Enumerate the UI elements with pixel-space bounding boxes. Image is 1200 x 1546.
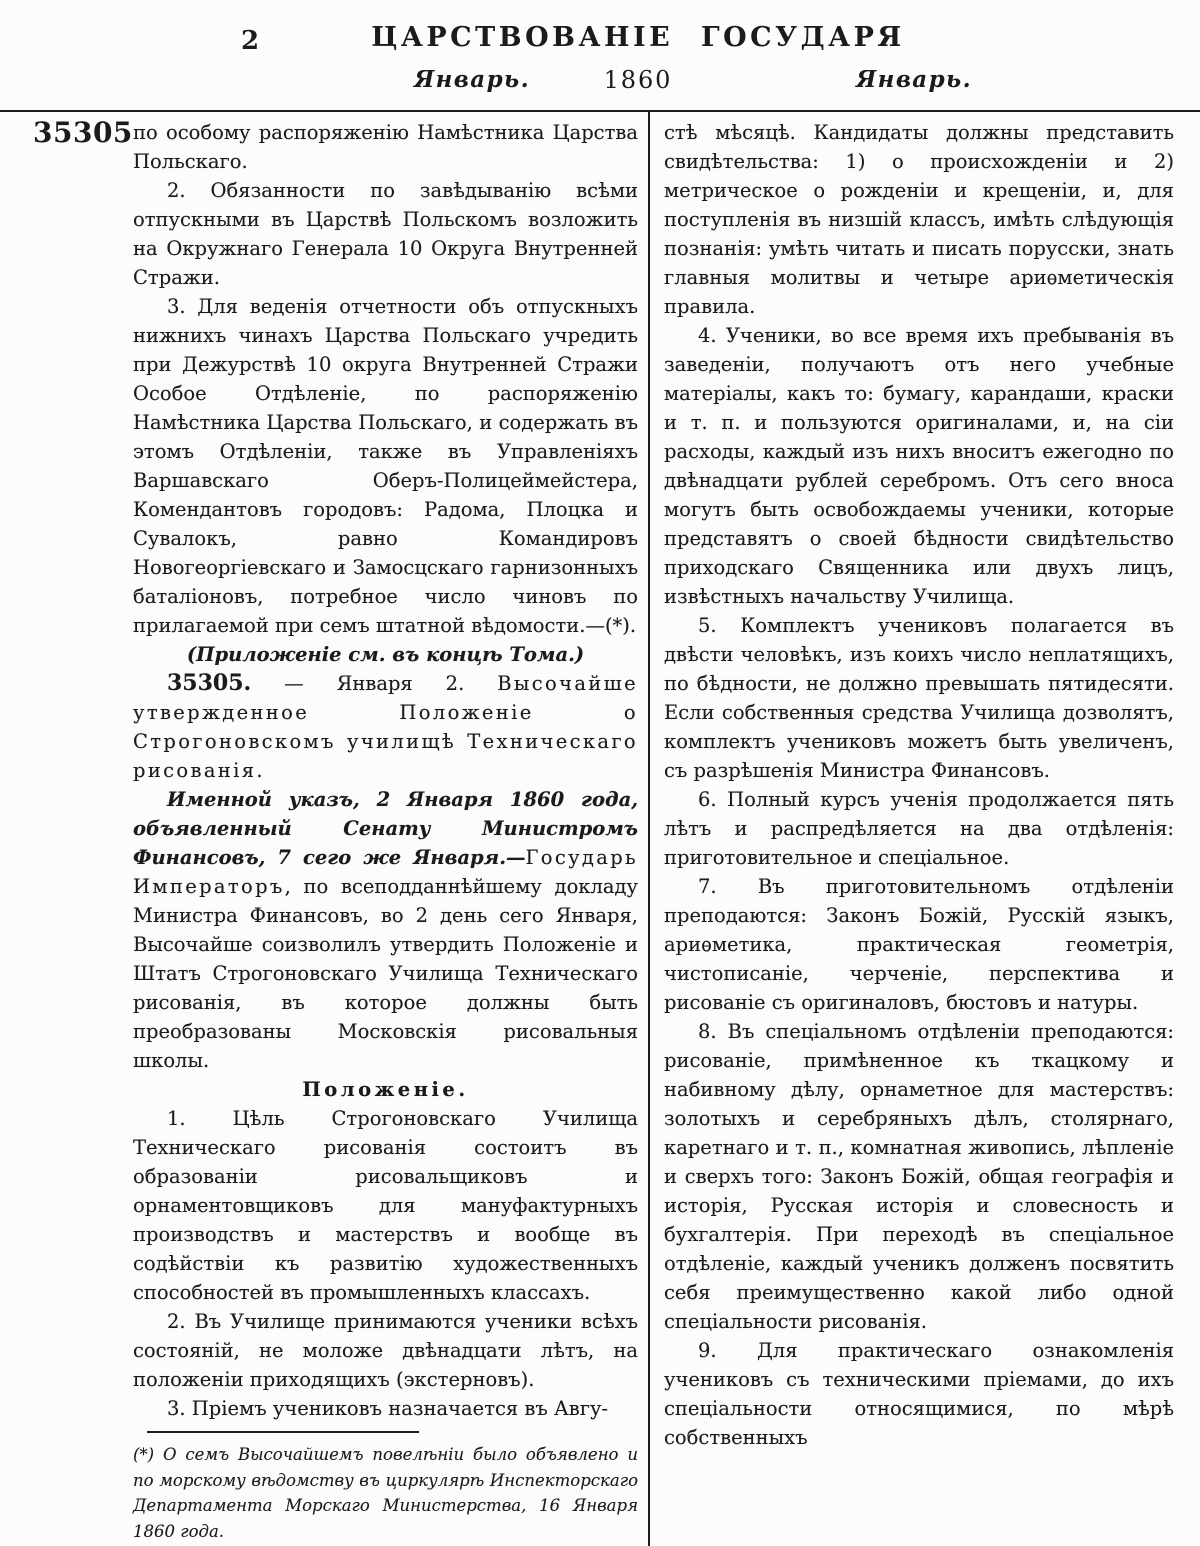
- right-column: [664, 118, 1174, 1546]
- text-segment: 8. Въ спеціальномъ отдѣленіи преподаются: рисованіе, примѣненное къ ткацкому и набивному дѣлу, орнаметное для мастерствъ: золотыхъ и серебряныхъ дѣлъ, столярнаго, каретнаго и т. п., комнатная живопись, лѣпленіе и сверхъ того: Законъ Божій, общая географія и исторія, Русская исторія и словесность и бухгалтерія. При переходѣ въ спеціальное отдѣленіе, каждый ученикъ долженъ посвятить себя преимущественно какой либо одной спеціальности рисованія.: [664, 1020, 1174, 1333]
- month-label-left: Январь.: [414, 66, 530, 93]
- page-header: [0, 0, 1200, 112]
- clause-3-paragraph: [133, 292, 638, 640]
- text-segment: 35305.: [167, 670, 252, 696]
- entry-35305-continuation-lead: [133, 118, 638, 176]
- margin-entry-number: 35305: [33, 116, 133, 149]
- text-segment: 3. Для веденія отчетности объ отпускныхъ нижнихъ чинахъ Царства Польскаго учредить при Дежурствѣ 10 округа Внутренней Стражи Особое Отдѣленіе, по распоряженію Намѣстника Царства Польскаго, и содержать въ этомъ Отдѣленіи, также въ Управленіяхъ Варшавскаго Оберъ-Полицеймейстера, Комендантовъ городовъ: Радома, Плоцка и Сувалокъ, равно Командировъ Новогеоргіевскаго и Замосцскаго гарнизонныхъ баталіоновъ, потребное число чиновъ по прилагаемой при семъ штатной вѣдомости.—(*).: [133, 295, 638, 637]
- text-segment: Высочайше утвержденное Положеніе о Строгоновскомъ училищѣ Техническаго рисованія.: [133, 672, 638, 782]
- text-segment: 5. Комплектъ учениковъ полагается въ двѣсти человѣкъ, изъ коихъ число неплатящихъ, по бѣдности, не должно превышать пятидесяти. Если собственныя средства Училища дозволятъ, комплектъ учениковъ можетъ быть увеличенъ, съ разрѣшенія Министра Финансовъ.: [664, 614, 1174, 782]
- text-segment: стѣ мѣсяцѣ. Кандидаты должны представить свидѣтельства: 1) о происхожденіи и 2) метрическое о рожденіи и крещеніи, и, для поступленія въ низшій классъ, имѣть слѣдующія познанія: умѣть читать и писать порусски, знать главныя молитвы и четыре ариѳметическія правила.: [664, 121, 1174, 318]
- text-segment: , по всеподданнѣйшему докладу Министра Финансовъ, во 2 день сего Января, Высочайше соизволилъ утвердить Положеніе и Штатъ Строгоновскаго Училища Техническаго рисованія, въ которое должны быть преобразованы Московскія рисовальныя школы.: [133, 875, 638, 1072]
- text-segment: 1. Цѣль Строгоновскаго Училища Техническаго рисованія состоитъ въ образованіи рисовальщиковъ и орнаментовщиковъ для мануфактурныхъ производствъ и мастерствъ и вообще въ содѣйствіи къ развитію художественныхъ способностей въ промышленныхъ классахъ.: [133, 1107, 638, 1304]
- header-subtitle-row: [96, 62, 1180, 104]
- text-segment: 4. Ученики, во все время ихъ пребыванія въ заведеніи, получаютъ отъ него учебные матеріалы, какъ то: бумагу, карандаши, краски и т. п. и пользуются оригиналами, и, на сіи расходы, каждый изъ нихъ вноситъ ежегодно по двѣнадцати рублей серебромъ. Отъ сего вноса могутъ быть освобождаемы ученики, которые представятъ о своей бѣдности свидѣтельство приходскаго Священника или двухъ лицъ, извѣстныхъ начальству Училища.: [664, 324, 1174, 608]
- footnote-block: [133, 1423, 638, 1546]
- entry-35305-heading: [133, 669, 638, 785]
- text-segment: 2. Въ Училище принимаются ученики всѣхъ состояній, не моложе двѣнадцати лѣтъ, на положеніи приходящихъ (экстерновъ).: [133, 1310, 638, 1391]
- text-segment: — Января 2.: [251, 672, 498, 695]
- right-column-paragraphs: [664, 118, 1174, 1452]
- text-segment: Положеніе.: [302, 1078, 469, 1101]
- clause-2-paragraph: [133, 176, 638, 292]
- clause-4-paragraph: [664, 321, 1174, 611]
- footnote-text: (*) О семъ Высочайшемъ повелѣніи было объявлено и по морскому вѣдомству въ циркулярѣ Инспекторскаго Департамента Морскаго Министерства, 16 Января 1860 года.: [133, 1445, 638, 1541]
- text-segment: 7. Въ приготовительномъ отдѣленіи преподаются: Законъ Божій, Русскій языкъ, ариѳметика, практическая геометрія, чистописаніе, черченіе, перспектива и рисованіе съ оригиналовъ, бюстовъ и натуры.: [664, 875, 1174, 1014]
- text-segment: 2. Обязанности по завѣдыванію всѣми отпускными въ Царствѣ Польскомъ возложить на Окружнаго Генерала 10 Округа Внутренней Стражи.: [133, 179, 638, 289]
- clause-6-paragraph: [664, 785, 1174, 872]
- column-divider: [648, 112, 650, 1546]
- clause-2-uchilishche-paragraph: [133, 1307, 638, 1394]
- clause-3-priem-paragraph: [133, 1394, 638, 1423]
- left-column: [33, 116, 638, 1546]
- clause-8-paragraph: [664, 1017, 1174, 1336]
- text-segment: 3. Пріемъ учениковъ назначается въ Авгу-: [167, 1397, 609, 1420]
- header-title-row: [96, 22, 1180, 62]
- clause-5-paragraph: [664, 611, 1174, 785]
- clause-7-paragraph: [664, 872, 1174, 1017]
- text-segment: (Приложеніе см. въ концѣ Тома.): [186, 643, 585, 666]
- text-segment: Государь Императоръ: [133, 846, 638, 898]
- footnote-rule: [147, 1431, 419, 1433]
- page-number: 2: [241, 26, 260, 56]
- year-label: 1860: [603, 66, 673, 94]
- imennoy-ukaz-paragraph: [133, 785, 638, 1075]
- clause-3-continuation: [664, 118, 1174, 321]
- clause-9-paragraph: [664, 1336, 1174, 1452]
- text-segment: 6. Полный курсъ ученія продолжается пять лѣтъ и распредѣляется на два отдѣленія: приготовительное и спеціальное.: [664, 788, 1174, 869]
- polozhenie-heading: [133, 1075, 638, 1104]
- text-segment: по особому распоряженію Намѣстника Царства Польскаго.: [133, 121, 638, 173]
- appendix-note: [133, 640, 638, 669]
- running-title: ЦАРСТВОВАНІЕ ГОСУДАРЯ: [371, 22, 905, 53]
- text-segment: 9. Для практическаго ознакомленія учениковъ съ техническими пріемами, до ихъ спеціальности относящимися, по мѣрѣ собственныхъ: [664, 1339, 1174, 1449]
- text-segment: Именной указъ, 2 Января 1860 года, объявленный Сенату Министромъ Финансовъ, 7 сего же Января.—: [133, 788, 638, 869]
- month-label-right: Январь.: [856, 66, 972, 93]
- clause-1-paragraph: [133, 1104, 638, 1307]
- two-column-body: [0, 112, 1200, 1546]
- left-column-paragraphs: [133, 118, 638, 1423]
